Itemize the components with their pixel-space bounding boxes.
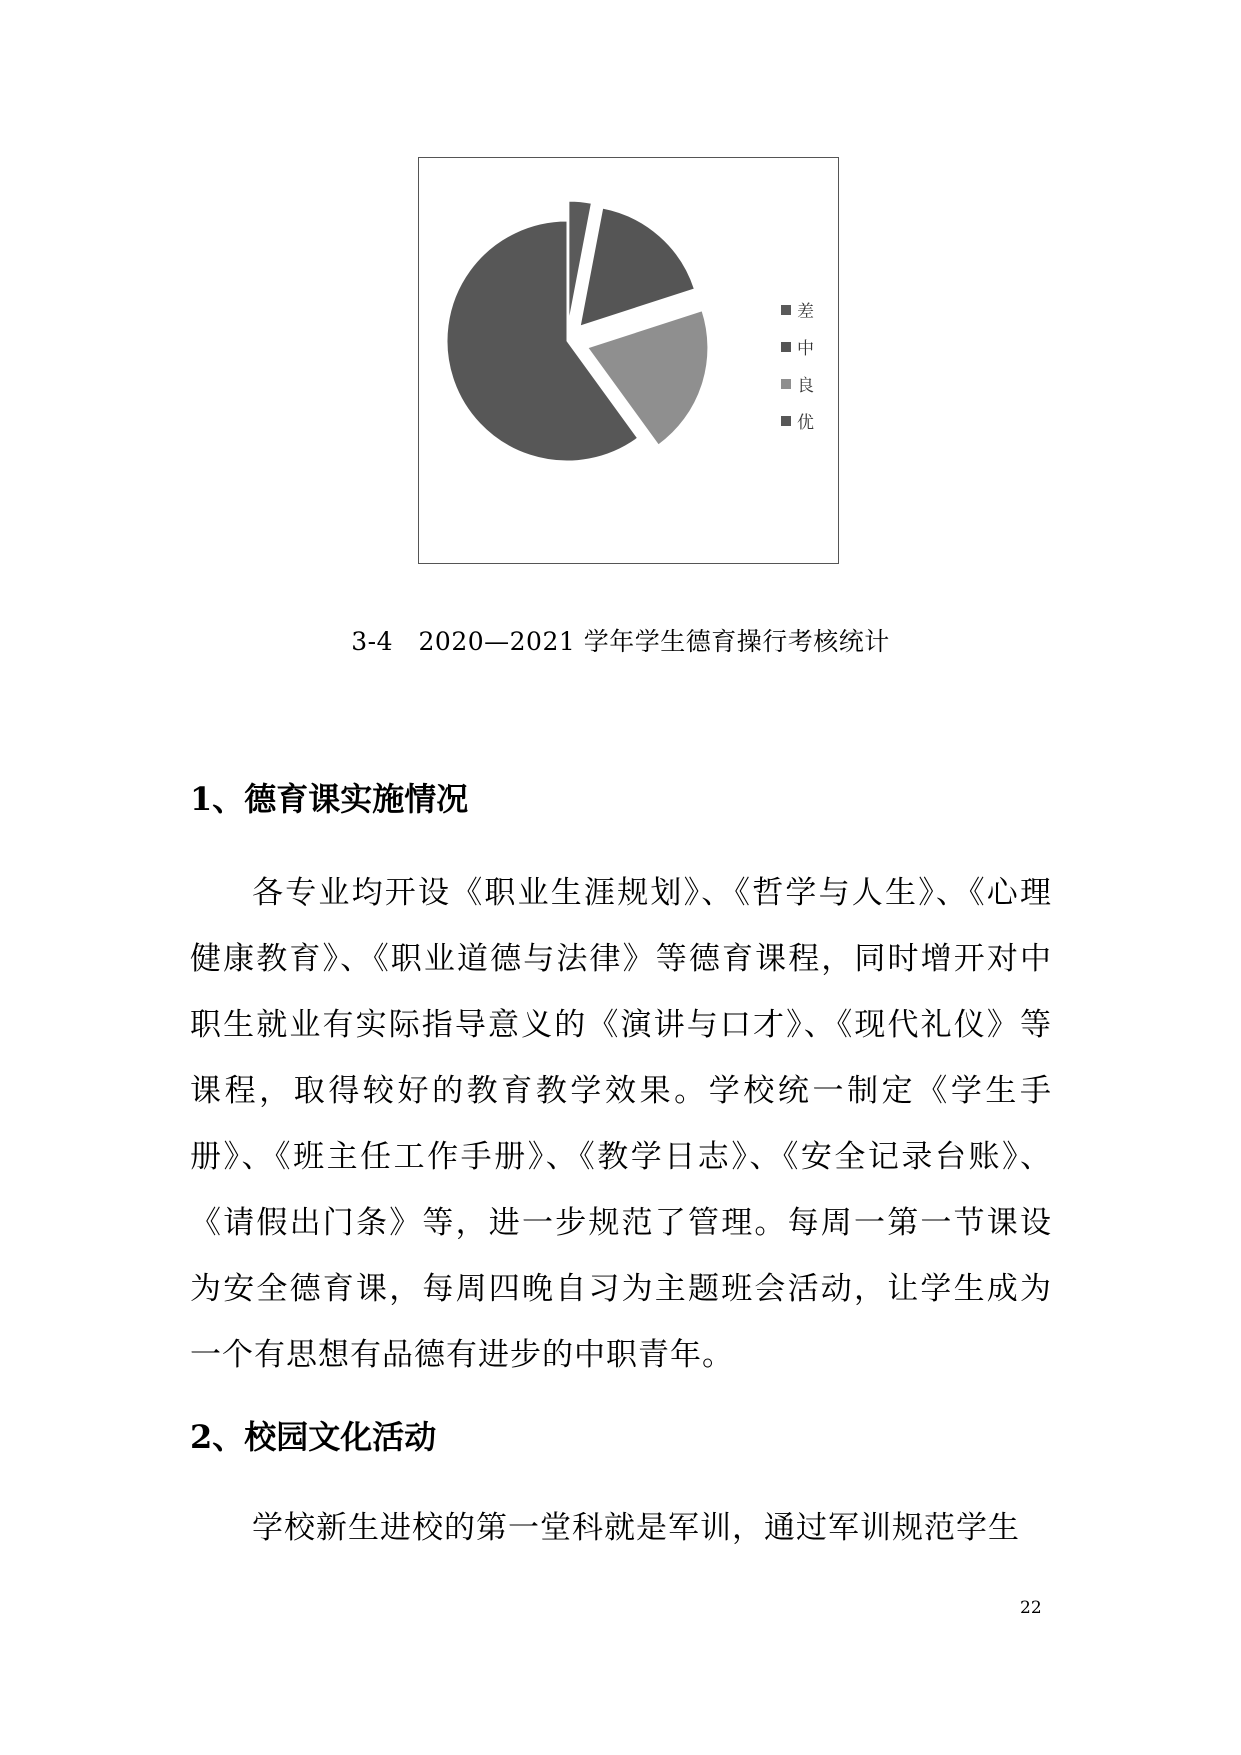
legend-swatch (781, 379, 791, 389)
legend-label: 差 (797, 302, 814, 322)
legend-item (781, 328, 814, 365)
legend-label: 良 (797, 376, 814, 396)
legend-item (781, 291, 814, 328)
legend-swatch (781, 416, 791, 426)
section-heading-2: 2、校园文化活动 (190, 1418, 437, 1456)
legend-label: 中 (797, 339, 814, 359)
legend-item (781, 402, 814, 439)
legend-label: 优 (797, 413, 814, 433)
section-paragraph-2: 学校新生进校的第一堂科就是军训，通过军训规范学生 (252, 1510, 1020, 1546)
pie-chart (419, 158, 840, 565)
chart-legend (781, 291, 814, 439)
legend-item (781, 365, 814, 402)
pie-slice-2 (580, 208, 694, 326)
page-number: 22 (1020, 1598, 1042, 1618)
section-heading-1: 1、德育课实施情况 (190, 780, 469, 818)
section-paragraph-1: 各专业均开设《职业生涯规划》、《哲学与人生》、《心理健康教育》、《职业道德与法律》等德育课程，同时增开对中职生就业有实际指导意义的《演讲与口才》、《现代礼仪》等课程，取得较好的教育教学效果。学校统一制定《学生手册》、《班主任工作手册》、《教学日志》、《安全记录台账》、《请假出门条》等，进一步规范了管理。每周一第一节课设为安全德育课，每周四晚自习为主题班会活动，让学生成为一个有思想有品德有进步的中职青年。 (190, 875, 1052, 1373)
legend-swatch (781, 305, 791, 315)
figure-caption: 3-4 2020—2021 学年学生德育操行考核统计 (351, 627, 890, 656)
legend-swatch (781, 342, 791, 352)
pie-chart-frame (418, 157, 839, 564)
